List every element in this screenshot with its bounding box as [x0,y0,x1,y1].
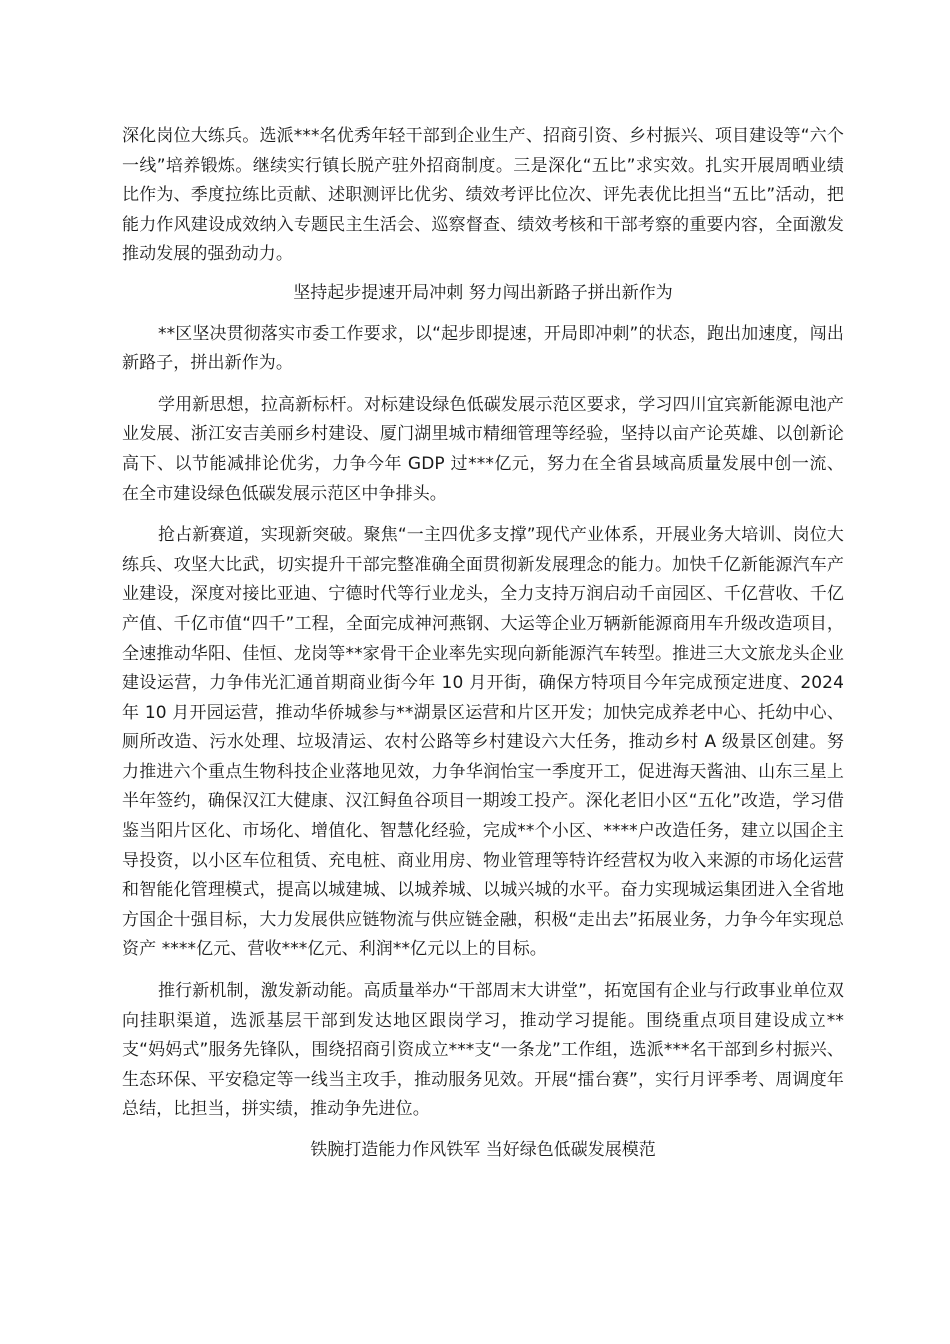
intro-paragraph: 深化岗位大练兵。选派***名优秀年轻干部到企业生产、招商引资、乡村振兴、项目建设等“六个一线”培养锻炼。继续实行镇长脱产驻外招商制度。三是深化“五比”求实效。扎实开展周晒业绩比作为、季度拉练比贡献、述职测评比优劣、绩效考评比位次、评先表优比担当“五比”活动，把能力作风建设成效纳入专题民主生活会、巡察督查、绩效考核和干部考察的重要内容，全面激发推动发展的强劲动力。 [122,126,844,265]
section-heading: 坚持起步提速开局冲刺 努力闯出新路子拼出新作为 [293,282,673,303]
body-paragraph: 推行新机制，激发新动能。高质量举办“干部周末大讲堂”，拓宽国有企业与行政事业单位双向挂职渠道，选派基层干部到发达地区跟岗学习，推动学习提能。围绕重点项目建设成立**支“妈妈式”服务先锋队，围绕招商引资成立***支“一条龙”工作组，选派***名干部到乡村振兴、生态环保、平安稳定等一线当主攻手，推动服务见效。开展“擂台赛”，实行月评季考、周调度年总结，比担当，拼实绩，推动争先进位。 [122,981,844,1120]
document-page [122,122,844,1166]
body-paragraph: 学用新思想，拉高新标杆。对标建设绿色低碳发展示范区要求，学习四川宜宾新能源电池产业发展、浙江安吉美丽乡村建设、厦门湖里城市精细管理等经验，坚持以亩产论英雄、以创新论高下、以节能减排论优劣，力争今年 GDP 过***亿元，努力在全省县域高质量发展中创一流、在全市建设绿色低碳发展示范区中争排头。 [122,394,844,504]
section-heading: 铁腕打造能力作风铁军 当好绿色低碳发展模范 [310,1140,656,1160]
body-paragraph: 抢占新赛道，实现新突破。聚焦“一主四优多支撑”现代产业体系，开展业务大培训、岗位大练兵、攻坚大比武，切实提升干部完整准确全面贯彻新发展理念的能力。加快千亿新能源汽车产业建设，深度对接比亚迪、宁德时代等行业龙头，全力支持万润启动千亩园区、千亿营收、千亿产值、千亿市值“四千”工程，全面完成神河燕钢、大运等企业万辆新能源商用车升级改造项目，全速推动华阳、佳恒、龙岗等**家骨干企业率先实现向新能源汽车转型。推进三大文旅龙头企业建设运营，力争伟光汇通首期商业街今年 10 月开街，确保方特项目今年完成预定进度、2024 年 10 月开园运营，推动华侨城参与**湖景区运营和片区开发；加快完成养老中心、托幼中心、厕所改造、污水处理、垃圾清运、农村公路等乡村建设六大任务，推动乡村 A 级景区创建。努力推进六个重点生物科技企业落地见效，力争华润怡宝一季度开工，促进海天酱油、山东三星上半年签约，确保汉江大健康、汉江鲟鱼谷项目一期竣工投产。深化老旧小区“五化”改造，学习借鉴当阳片区化、市场化、增值化、智慧化经验，完成**个小区、****户改造任务，建立以国企主导投资，以小区车位租赁、充电桩、商业用房、物业管理等特许经营权为收入来源的市场化运营和智能化管理模式，提高以城建城、以城养城、以城兴城的水平。奋力实现城运集团进入全省地方国企十强目标，大力发展供应链物流与供应链金融，积极“走出去”拓展业务，力争今年实现总资产 ****亿元、营收***亿元、利润**亿元以上的目标。 [122,525,844,960]
body-paragraph: **区坚决贯彻落实市委工作要求，以“起步即提速，开局即冲刺”的状态，跑出加速度，闯出新路子，拼出新作为。 [122,323,844,374]
